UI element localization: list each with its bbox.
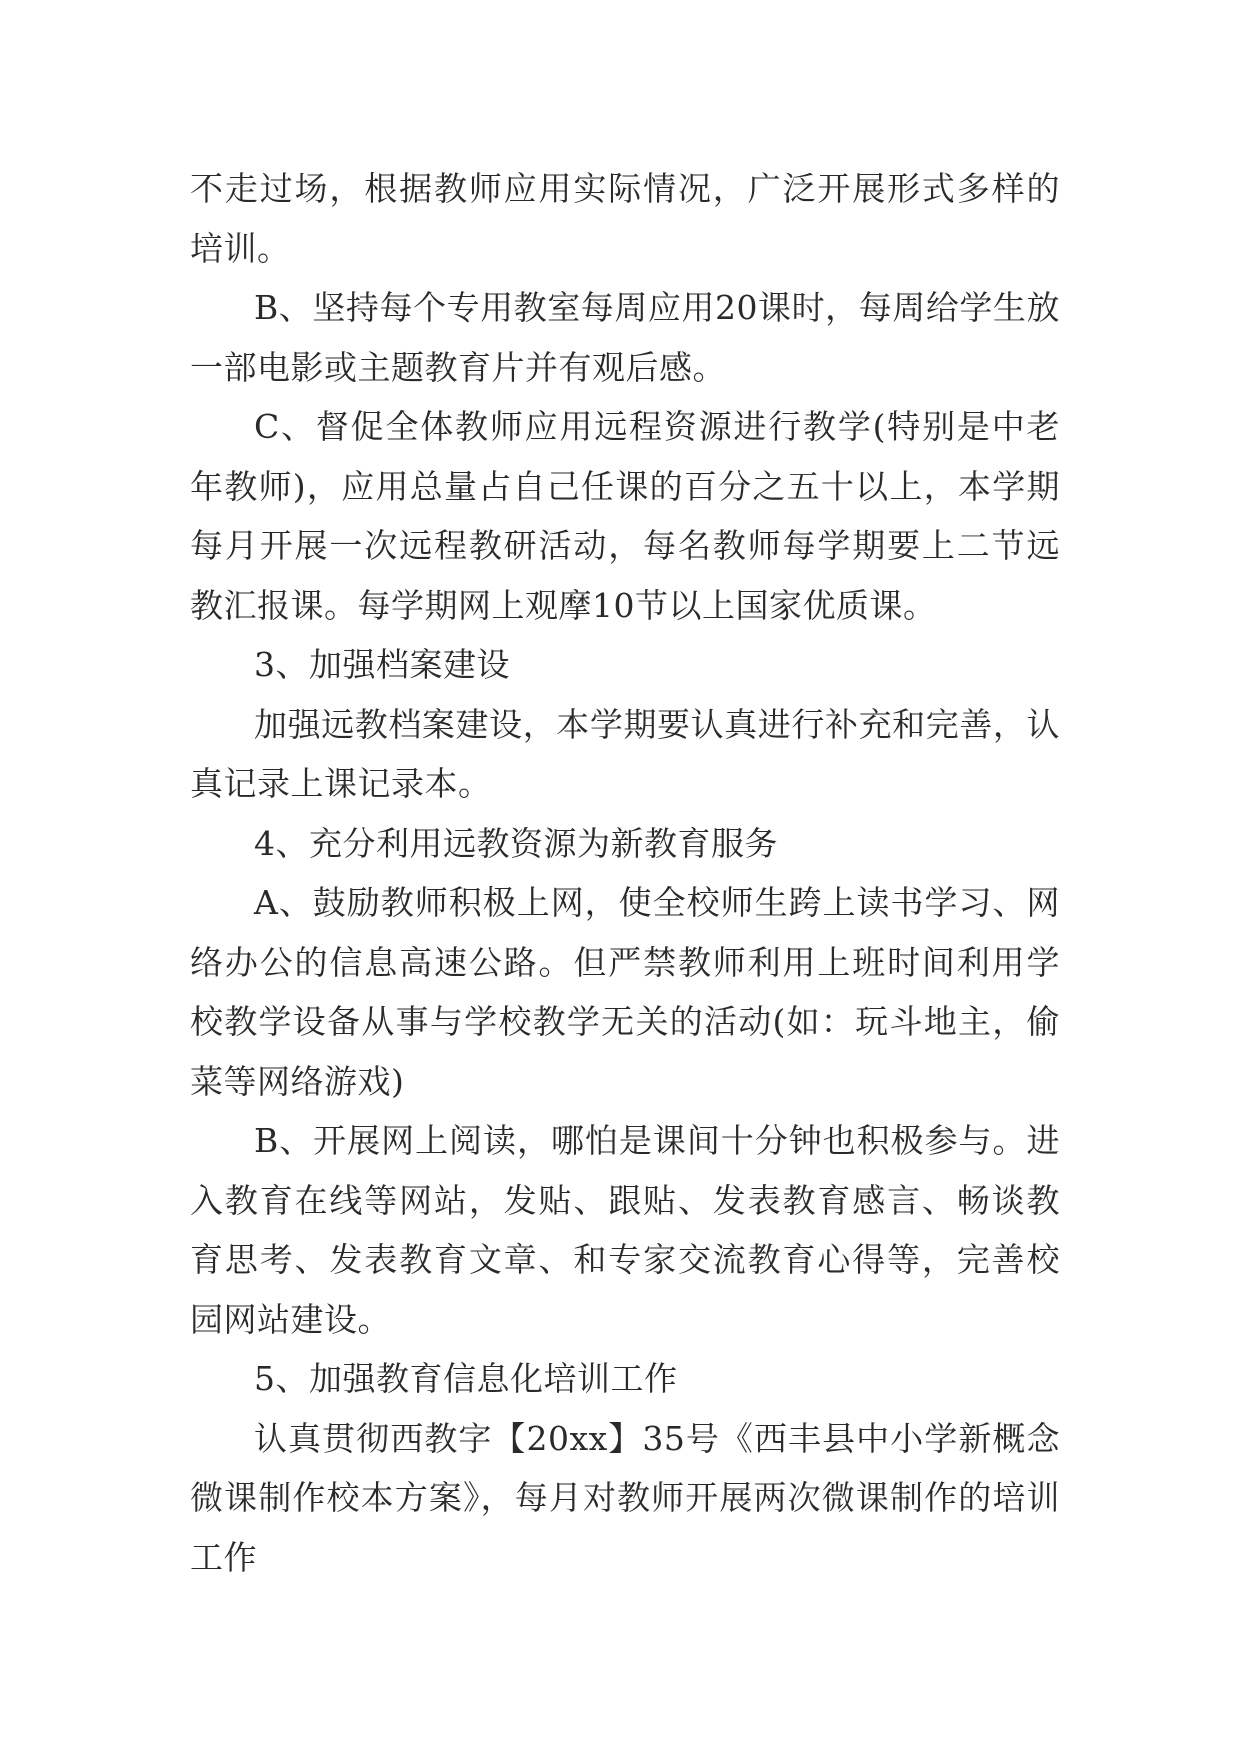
section-heading-resources: 4、充分利用远教资源为新教育服务 xyxy=(254,823,778,863)
paragraph-item-c-remote-resources: C、督促全体教师应用远程资源进行教学(特别是中老年教师)，应用总量占自己任课的百分之五十以上，本学期每月开展一次远程教研活动，每名教师每学期要上二节远教汇报课。每学期网上观摩10节以上国家优质课。 xyxy=(190,407,1060,625)
paragraph-training-continuation: 不走过场，根据教师应用实际情况，广泛开展形式多样的培训。 xyxy=(190,169,1060,268)
paragraph-item-b-classroom-usage: B、坚持每个专用教室每周应用20课时，每周给学生放一部电影或主题教育片并有观后感。 xyxy=(190,288,1060,387)
document-body xyxy=(190,159,1060,1587)
paragraph-archives: 加强远教档案建设，本学期要认真进行补充和完善，认真记录上课记录本。 xyxy=(190,704,1060,803)
paragraph-micro-course-training: 认真贯彻西教字【20xx】35号《西丰县中小学新概念微课制作校本方案》，每月对教师开展两次微课制作的培训工作 xyxy=(190,1418,1060,1577)
section-heading-informatization-training: 5、加强教育信息化培训工作 xyxy=(254,1359,678,1398)
paragraph-item-b-online-reading: B、开展网上阅读，哪怕是课间十分钟也积极参与。进入教育在线等网站，发贴、跟贴、发表教育感言、畅谈教育思考、发表教育文章、和专家交流教育心得等，完善校园网站建设。 xyxy=(190,1121,1060,1339)
paragraph-item-a-online: A、鼓励教师积极上网，使全校师生跨上读书学习、网络办公的信息高速公路。但严禁教师利用上班时间利用学校教学设备从事与学校教学无关的活动(如：玩斗地主，偷菜等网络游戏) xyxy=(190,883,1060,1101)
section-heading-archives: 3、加强档案建设 xyxy=(254,645,510,684)
